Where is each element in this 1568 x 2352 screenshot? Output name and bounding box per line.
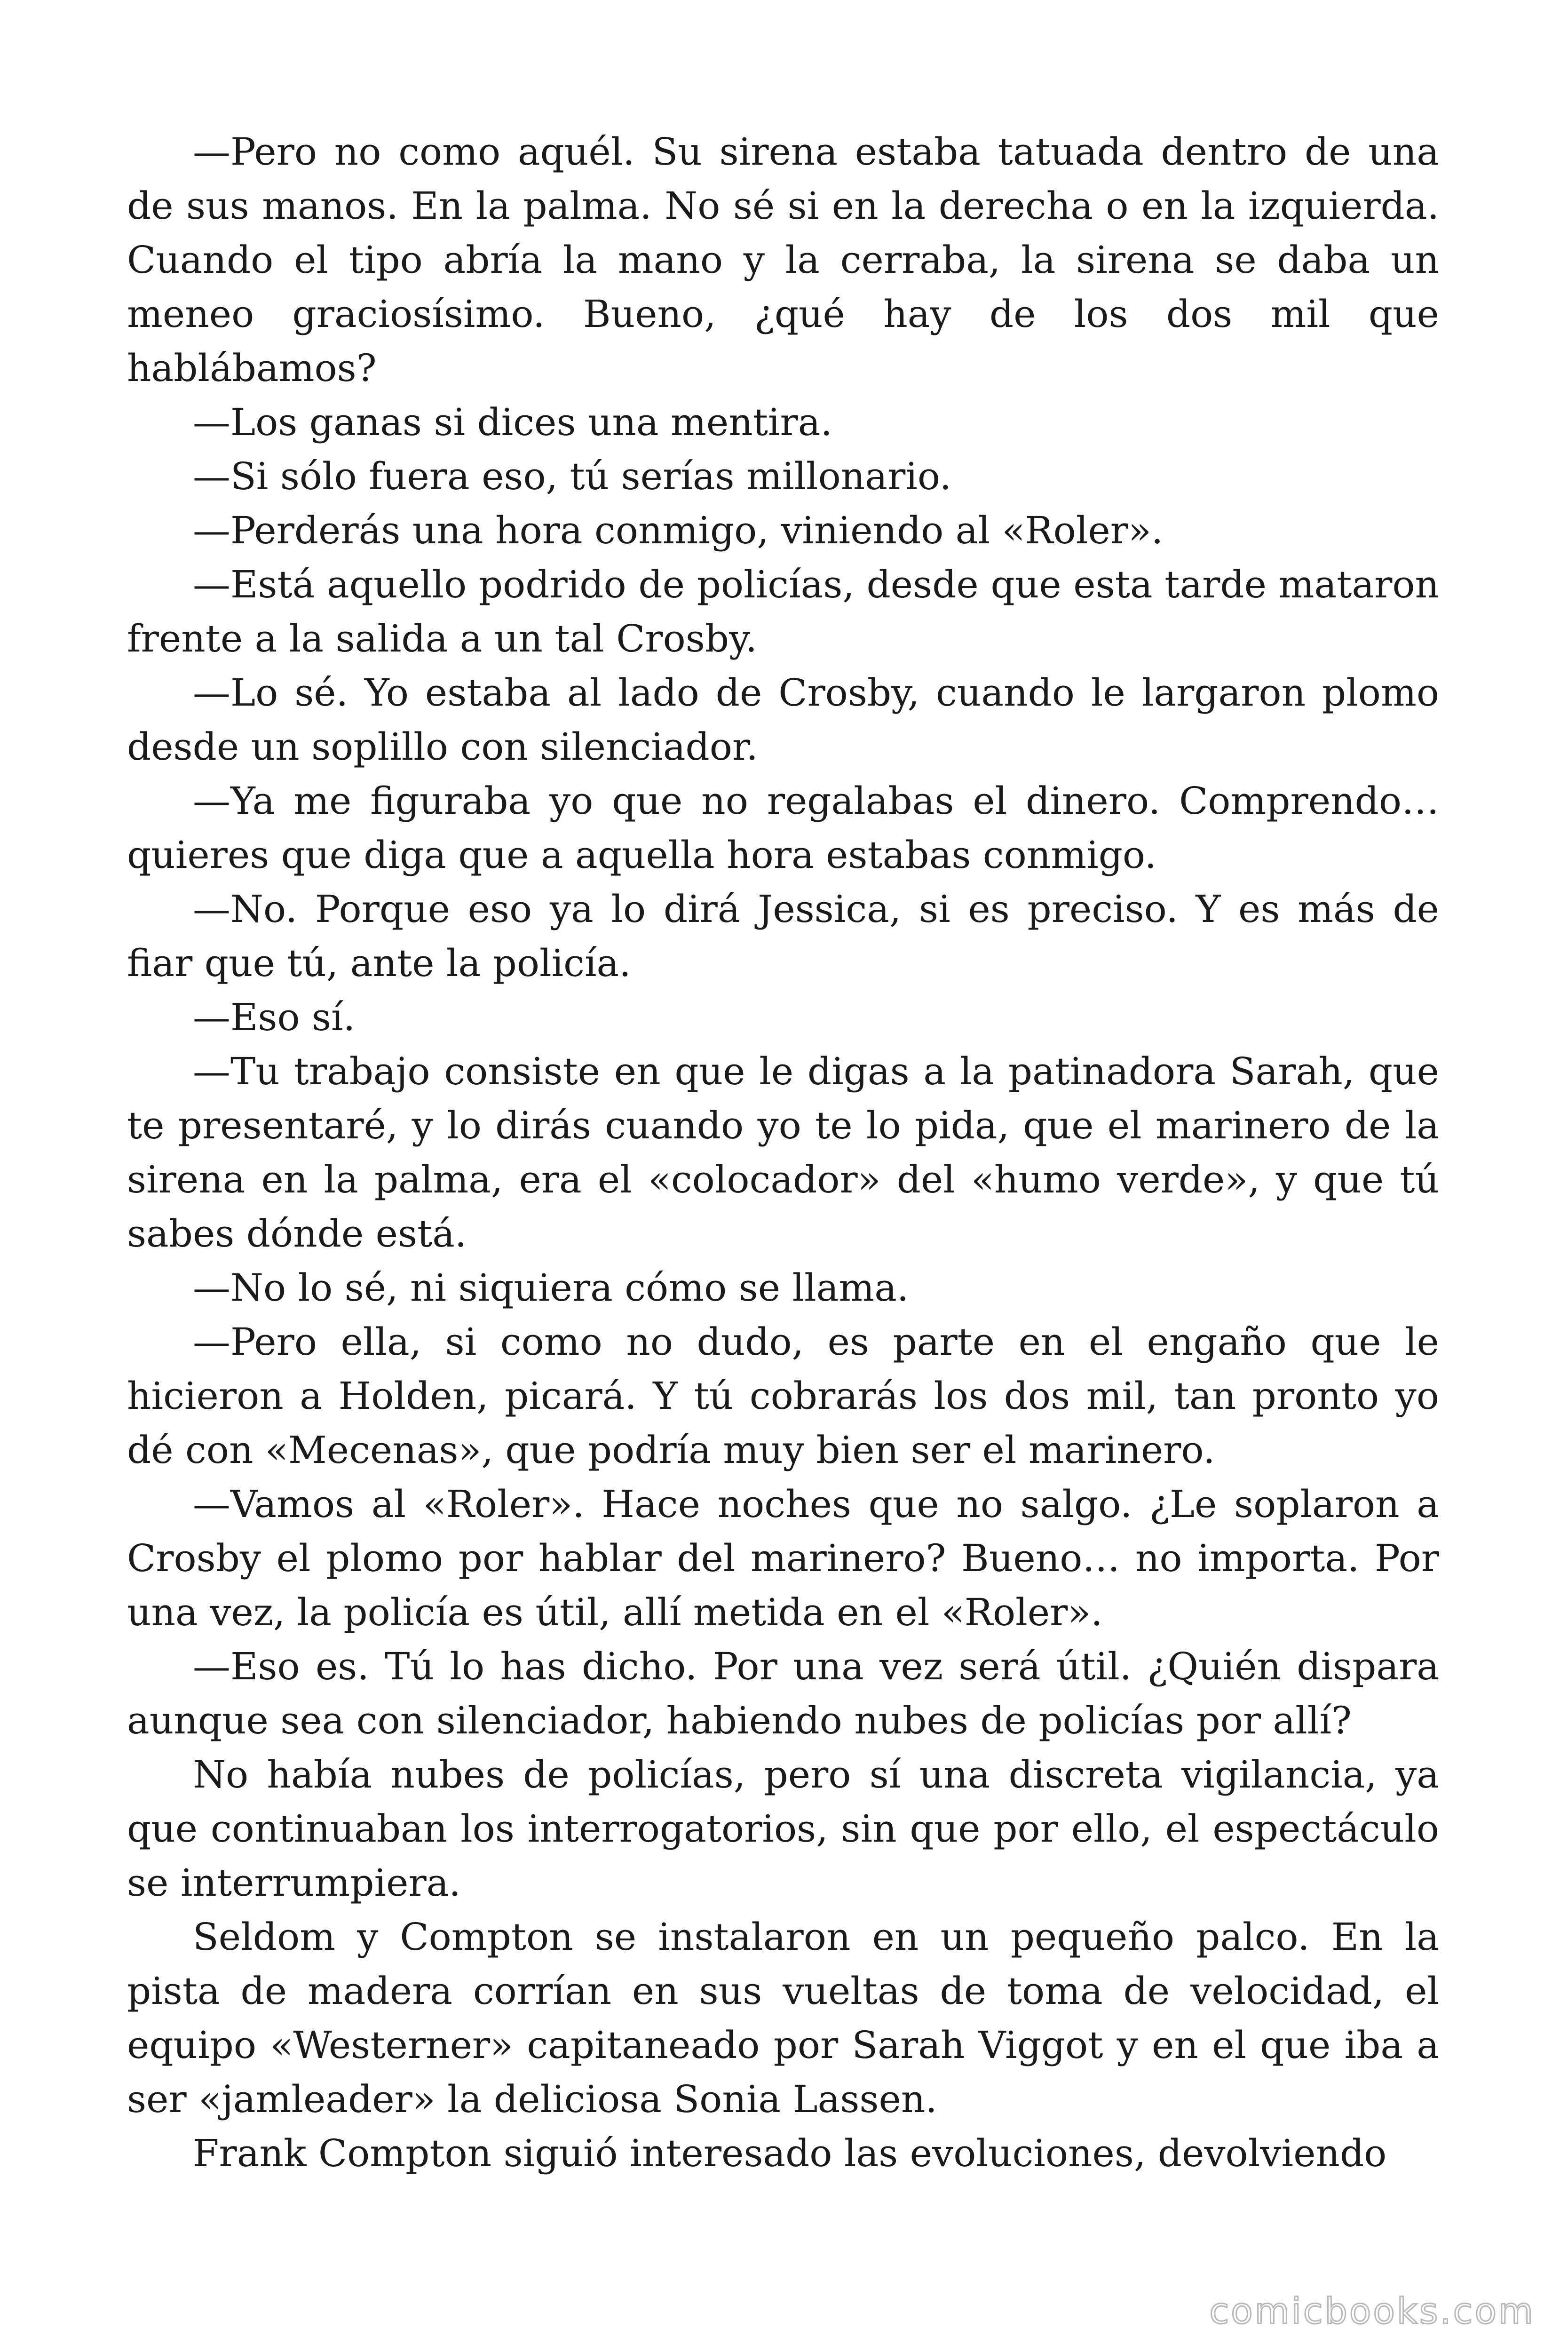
paragraph: Seldom y Compton se instalaron en un pequeño palco. En la pista de madera corrían en sus vueltas de toma de velocidad, el equipo «Westerner» capitaneado por Sarah Viggot y en el que iba a ser «jamleader» la deliciosa Sonia Lassen. [127, 1915, 1439, 2121]
paragraph: —Eso sí. [193, 995, 356, 1039]
paragraph: —Eso es. Tú lo has dicho. Por una vez será útil. ¿Quién dispara aunque sea con silenciador, habiendo nubes de policías por allí? [127, 1645, 1439, 1742]
paragraph: —Los ganas si dices una mentira. [193, 400, 832, 444]
paragraph: —No lo sé, ni siquiera cómo se llama. [193, 1266, 909, 1310]
paragraph: —Pero no como aquél. Su sirena estaba tatuada dentro de una de sus manos. En la palma. No sé si en la derecha o en la izquierda. Cuando el tipo abría la mano y la cerraba, la sirena se daba un meneo graciosísimo. Bueno, ¿qué hay de los dos mil que hablábamos? [127, 130, 1439, 390]
paragraph: —Ya me figuraba yo que no regalabas el dinero. Comprendo… quieres que diga que a aquella hora estabas conmigo. [127, 779, 1439, 877]
paragraph: —Perderás una hora conmigo, viniendo al «Roler». [193, 509, 1164, 552]
paragraph: —Vamos al «Roler». Hace noches que no salgo. ¿Le soplaron a Crosby el plomo por hablar del marinero? Bueno… no importa. Por una vez, la policía es útil, allí metida en el «Roler». [127, 1482, 1439, 1634]
paragraph: Frank Compton siguió interesado las evoluciones, devolviendo [193, 2131, 1387, 2175]
paragraph: —Tu trabajo consiste en que le digas a la patinadora Sarah, que te presentaré, y lo dirás cuando yo te lo pida, que el marinero de la sirena en la palma, era el «colocador» del «humo verde», y que tú sabes dónde está. [127, 1049, 1439, 1255]
paragraph: —Si sólo fuera eso, tú serías millonario. [193, 454, 952, 498]
paragraph: —Pero ella, si como no dudo, es parte en el engaño que le hicieron a Holden, picará. Y tú cobrarás los dos mil, tan pronto yo dé con «Mecenas», que podría muy bien ser el marinero. [127, 1320, 1439, 1472]
paragraph: —Está aquello podrido de policías, desde que esta tarde mataron frente a la salida a un tal Crosby. [127, 563, 1439, 660]
paragraph: —No. Porque eso ya lo dirá Jessica, si es preciso. Y es más de fiar que tú, ante la policía. [127, 887, 1439, 985]
paragraph: —Lo sé. Yo estaba al lado de Crosby, cuando le largaron plomo desde un soplillo con silenciador. [127, 671, 1439, 769]
watermark: comicbooks.com [1209, 2290, 1535, 2332]
document-page [127, 125, 1439, 2180]
paragraph: No había nubes de policías, pero sí una discreta vigilancia, ya que continuaban los interrogatorios, sin que por ello, el espectáculo se interrumpiera. [127, 1753, 1439, 1905]
